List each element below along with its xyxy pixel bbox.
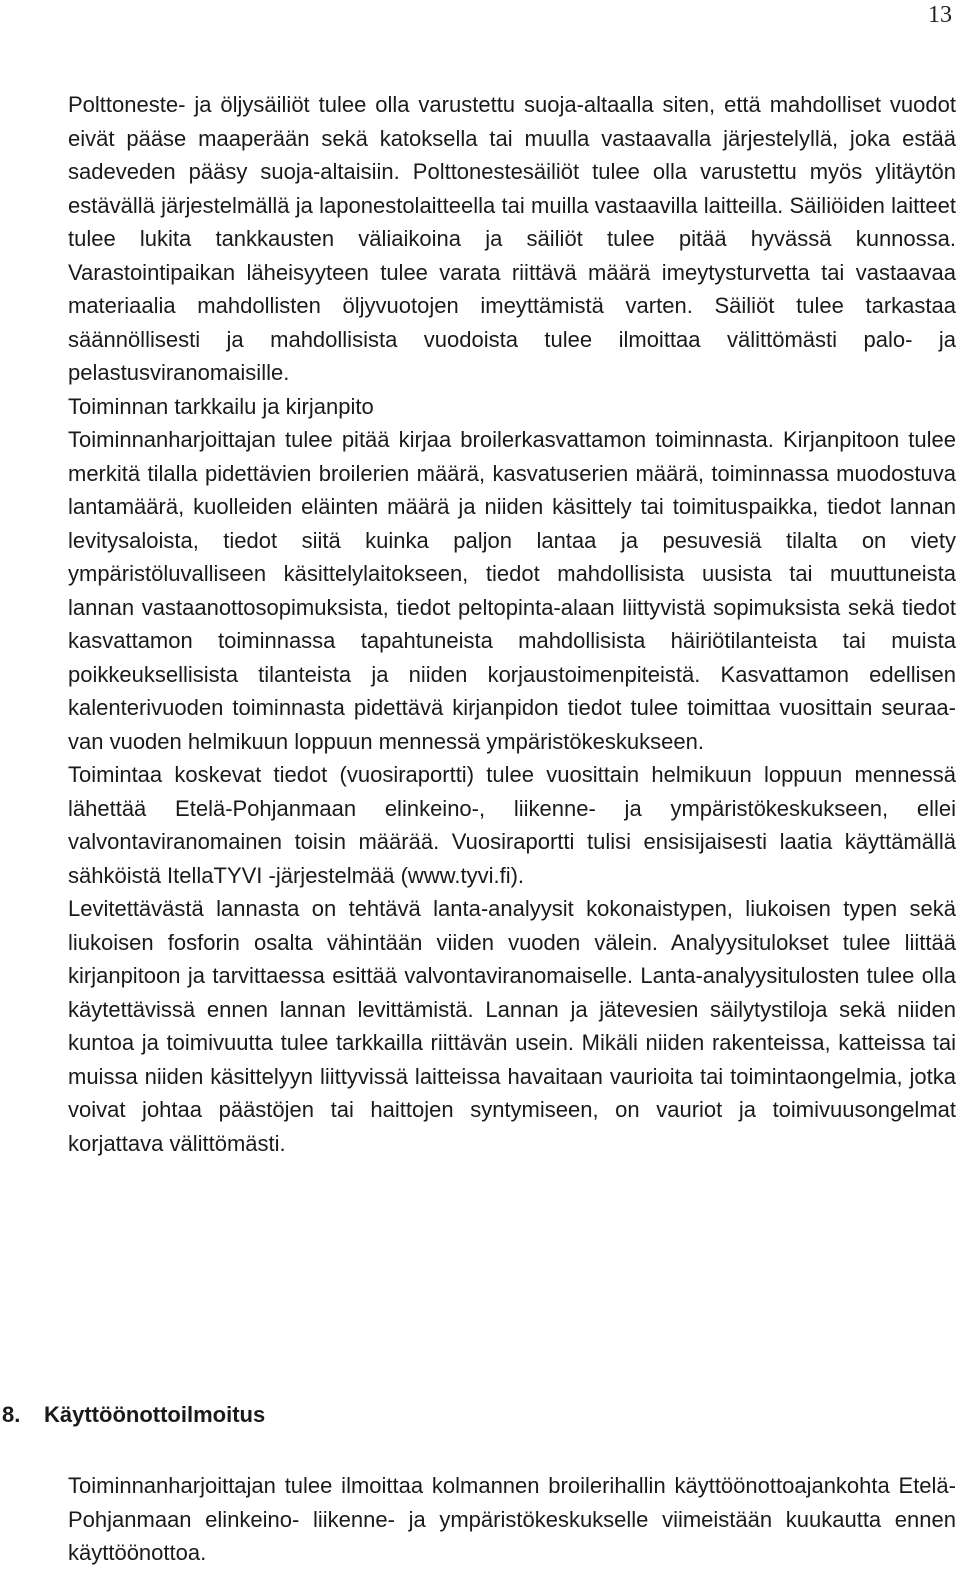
section-heading bbox=[2, 1398, 265, 1431]
page-number: 13 bbox=[928, 2, 952, 28]
paragraph-manure-analysis: Levitettävästä lannasta on tehtävä lanta-analyysit kokonaistypen, liukoisen typen sekä liukoisen fosforin osalta vähintään viiden vuoden välein. Analyysitulokset tulee liittää kirjanpitoon ja tarvittaessa esittää valvontaviranomaiselle. Lanta-analyysitulosten tulee olla käytettävissä ennen lannan levittämistä. Lannan ja jätevesien säilytystiloja sekä niiden kuntoa ja toimivuutta tulee tarkkailla riittävän usein. Mikäli niiden rakenteissa, katteissa tai muissa niiden käsittelyyn liittyvissä laitteissa havaitaan vaurioita tai toimintaongelmia, jotka voivat johtaa päästöjen tai haittojen syntymiseen, on vauriot ja toimivuusongelmat korjattava välittömästi. bbox=[68, 896, 956, 1156]
section-number: 8. bbox=[2, 1402, 21, 1427]
document-body bbox=[68, 88, 956, 1160]
subheading-monitoring: Toiminnan tarkkailu ja kirjanpito bbox=[68, 393, 374, 419]
paragraph-record-keeping: Toiminnanharjoittajan tulee pitää kirjaa broilerkasvattamon toiminnasta. Kirjanpitoon tulee merkitä tilalla pidettävien broilerien määrä, kasvatuserien määrä, toiminnassa muodostuva lantamäärä, kuolleiden eläinten määrä ja niiden käsittely tai toimituspaikka, tiedot lannan levitysaloista, tiedot siitä kuinka paljon lantaa ja pesuvesiä tilalta on viety ympäristöluvalliseen käsittelylaitokseen, tiedot mahdollisista uusista tai muuttuneista lannan vastaanottosopimuksista, tiedot peltopinta-alaan liittyvistä sopimuksista sekä tiedot kasvattamon toiminnassa tapahtuneista mahdollisista häiriötilanteista tai muista poikkeuksellisista tilanteista ja niiden korjaustoimenpiteistä. Kasvattamon edellisen kalenterivuoden toiminnasta pidettävä kirjanpidon tiedot tulee toimittaa vuosittain seuraavan vuoden helmikuun loppuun mennessä ympäristökeskukseen. bbox=[68, 427, 956, 754]
section-title: Käyttöönottoilmoitus bbox=[44, 1402, 266, 1427]
paragraph-fuel-tanks: Polttoneste- ja öljysäiliöt tulee olla varustettu suoja-altaalla siten, että mahdolliset vuodot eivät pääse maaperään sekä katoksella tai muulla vastaavalla järjestelyllä, joka estää sadeveden pääsy suoja-altaisiin. Polttonestesäiliöt tulee olla varustettu myös ylitäytön estävällä järjestelmällä ja laponestolaitteella tai muilla vastaavilla laitteilla. Säiliöiden laitteet tulee lukita tankkausten väliaikoina ja säiliöt tulee pitää hyvässä kunnossa. Varastointipaikan läheisyyteen tulee varata riittävä määrä imeytysturvetta tai vastaavaa materiaalia mahdollisten öljyvuotojen imeyttämistä varten. Säiliöt tulee tarkastaa säännöllisesti ja mahdollisista vuodoista tulee ilmoittaa välittömästi palo- ja pelastusviranomaisille. bbox=[68, 92, 956, 385]
paragraph-commissioning-notice: Toiminnanharjoittajan tulee ilmoittaa kolmannen broilerihallin käyttöönottoajankohta Etelä-Pohjanmaan elinkeino- liikenne- ja ympäristökeskukselle viimeistään kuukautta ennen käyttöönottoa. bbox=[68, 1473, 956, 1565]
section-body bbox=[68, 1469, 956, 1570]
paragraph-annual-report: Toimintaa koskevat tiedot (vuosiraportti) tulee vuosittain helmikuun loppuun mennessä lähettää Etelä-Pohjanmaan elinkeino-, liikenne- ja ympäristökeskukseen, ellei valvontaviranomainen toisin määrää. Vuosiraportti tulisi ensisijaisesti laatia käyttämällä sähköistä ItellaTYVI -järjestelmää (www.tyvi.fi). bbox=[68, 762, 956, 888]
